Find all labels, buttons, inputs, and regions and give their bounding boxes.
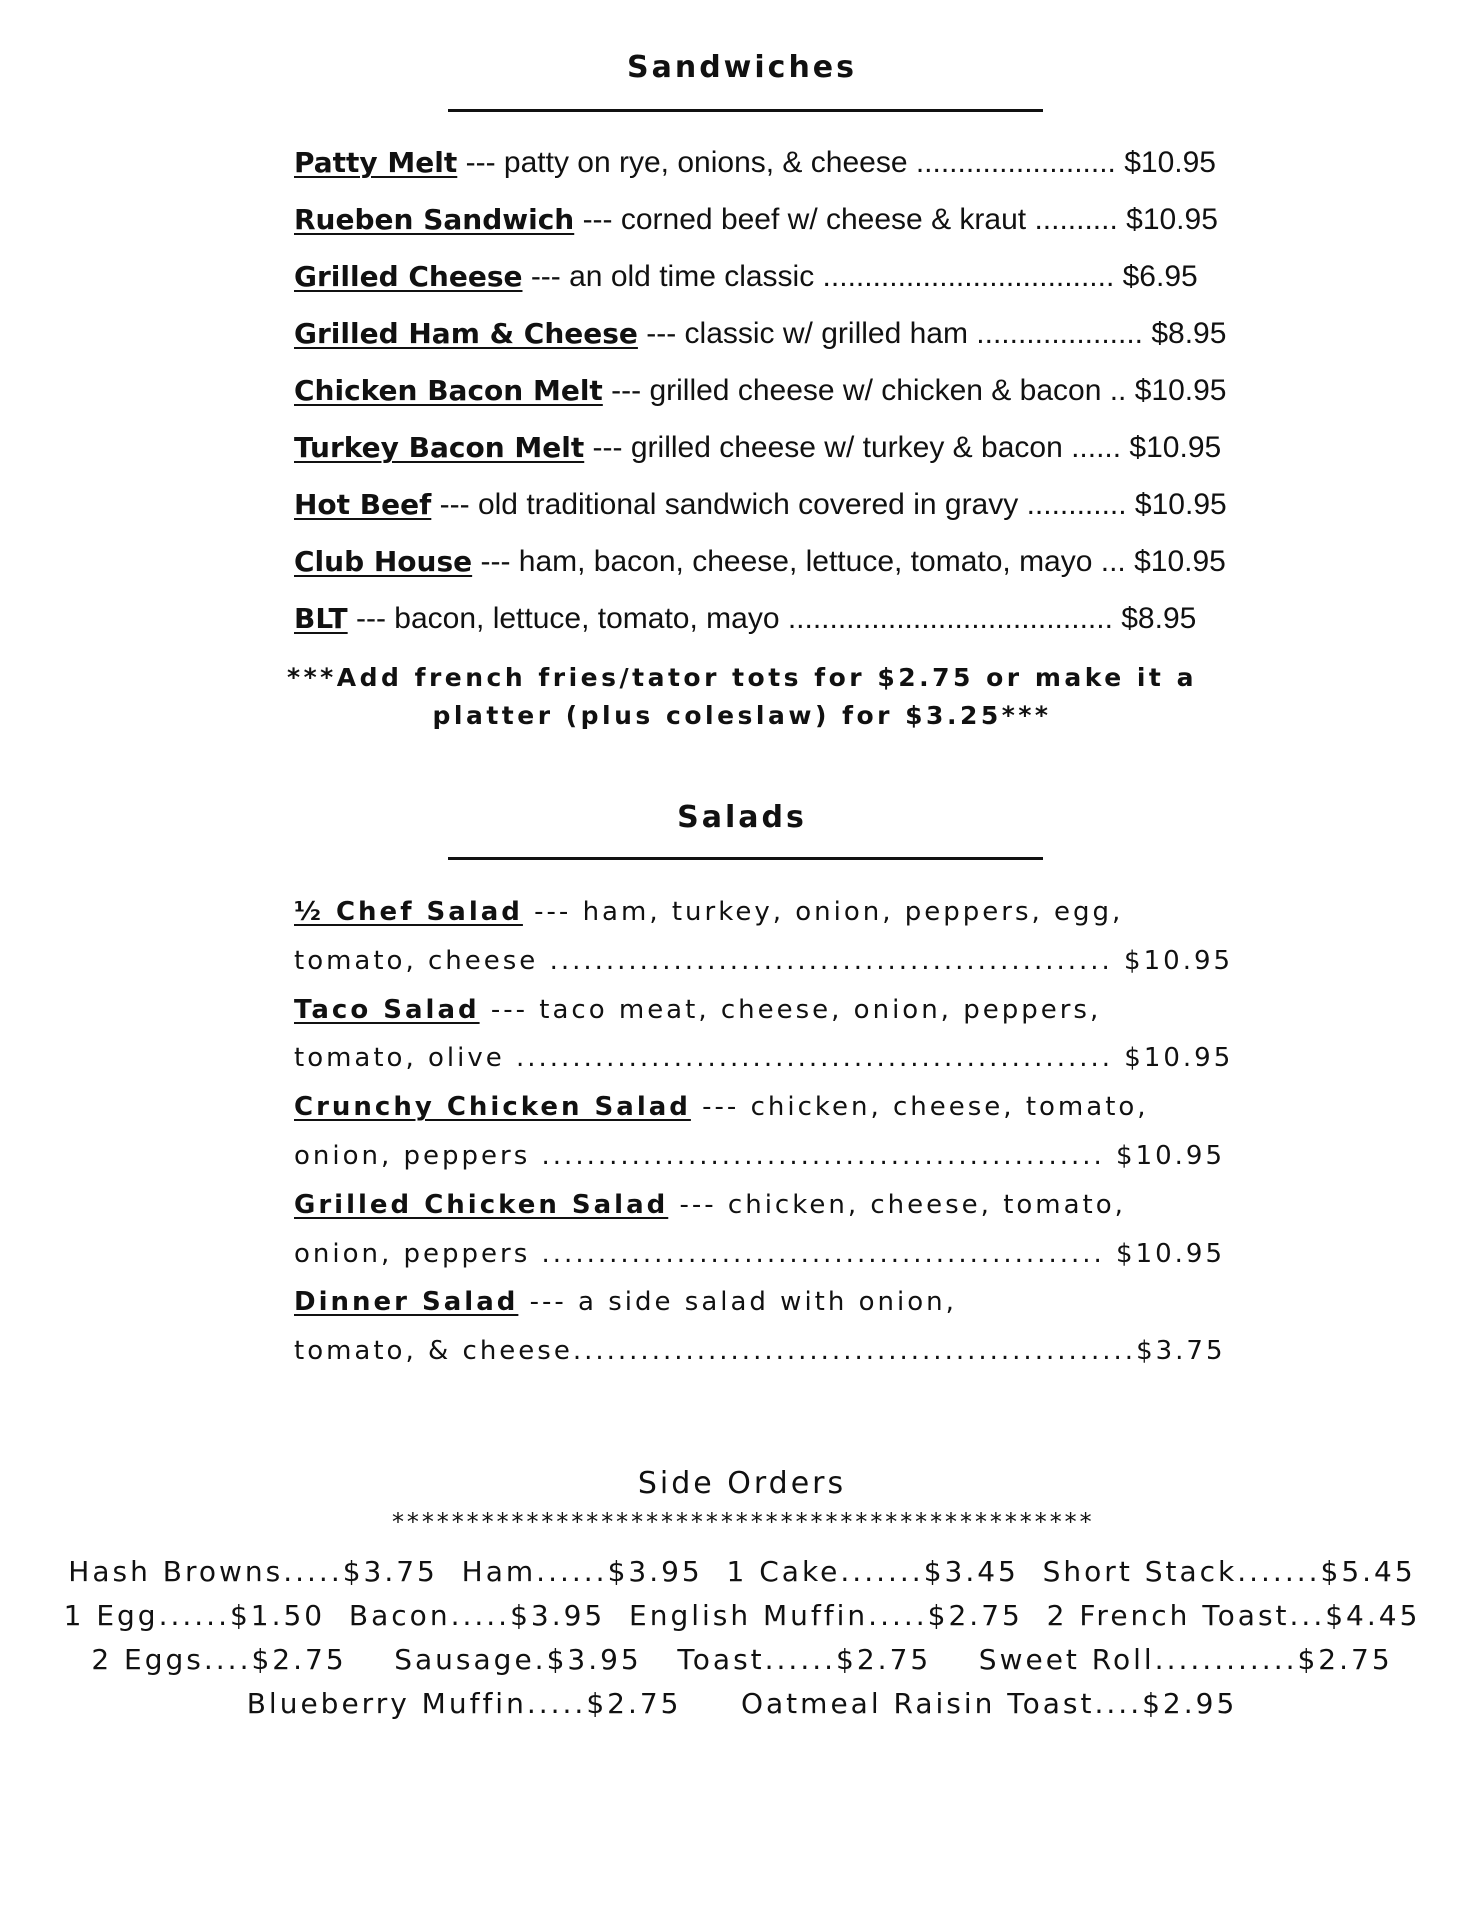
side-orders-row: Blueberry Muffin.....$2.75 Oatmeal Raisin Toast....$2.95	[246, 1687, 1238, 1720]
item-description: --- bacon, lettuce, tomato, mayo ....................................... $8.95	[347, 602, 1197, 635]
list-item	[294, 313, 1244, 370]
item-description: --- classic w/ grilled ham .................... $8.95	[637, 317, 1227, 350]
list-item	[294, 199, 1244, 256]
item-description: --- chicken, cheese, tomato,	[690, 1092, 1149, 1123]
note-line-1: ***Add french fries/tator tots for $2.75 or make it a	[287, 663, 1197, 692]
side-orders-list	[0, 1550, 1484, 1726]
item-description-price: tomato, & cheese..................................................$3.75	[294, 1336, 1226, 1367]
item-description: --- old traditional sandwich covered in gravy ............ $10.95	[431, 488, 1227, 521]
list-item	[294, 1181, 1244, 1279]
item-description-price: tomato, olive ..................................................... $10.95	[294, 1043, 1234, 1074]
item-description: --- a side salad with onion,	[518, 1287, 957, 1318]
item-name: Crunchy Chicken Salad	[294, 1092, 691, 1123]
item-description: --- an old time classic ................................... $6.95	[522, 260, 1198, 293]
salads-heading: Salads	[677, 800, 807, 835]
item-name: Rueben Sandwich	[294, 203, 575, 236]
item-name: ½ Chef Salad	[294, 897, 523, 927]
item-description-price: onion, peppers .................................................. $10.95	[294, 1140, 1225, 1171]
salad-list	[294, 888, 1244, 1376]
list-item	[294, 598, 1244, 655]
list-item	[294, 484, 1244, 541]
item-name: Turkey Bacon Melt	[294, 431, 585, 464]
sandwich-addon-note	[0, 659, 1484, 735]
item-description: --- corned beef w/ cheese & kraut .......... $10.95	[574, 203, 1218, 236]
item-name: Taco Salad	[294, 994, 480, 1025]
item-name: Dinner Salad	[294, 1287, 519, 1318]
item-description: --- patty on rye, onions, & cheese ........................ $10.95	[457, 146, 1216, 179]
list-item	[294, 888, 1244, 986]
list-item	[294, 986, 1244, 1084]
item-description: --- chicken, cheese, tomato,	[668, 1189, 1126, 1220]
item-description: --- grilled cheese w/ chicken & bacon .. $10.95	[602, 374, 1227, 407]
side-orders-row: 2 Eggs....$2.75 Sausage.$3.95 Toast......$2.75 Sweet Roll............$2.75	[91, 1643, 1393, 1676]
list-item	[294, 541, 1244, 598]
note-line-2: platter (plus coleslaw) for $3.25***	[432, 701, 1052, 730]
item-description: --- grilled cheese w/ turkey & bacon ...... $10.95	[584, 431, 1222, 464]
list-item	[294, 1083, 1244, 1181]
list-item	[294, 427, 1244, 484]
sandwiches-divider	[448, 109, 1043, 112]
sandwich-list	[294, 142, 1244, 655]
item-name: Hot Beef	[294, 488, 432, 521]
list-item	[294, 256, 1244, 313]
item-name: Grilled Cheese	[294, 260, 523, 293]
item-name: Patty Melt	[294, 146, 458, 179]
side-orders-heading: Side Orders	[637, 1466, 847, 1501]
side-orders-row: 1 Egg......$1.50 Bacon.....$3.95 English Muffin.....$2.75 2 French Toast...$4.45	[63, 1599, 1421, 1632]
list-item	[294, 1278, 1244, 1376]
item-name: Grilled Chicken Salad	[294, 1189, 669, 1220]
sandwiches-heading: Sandwiches	[626, 50, 858, 85]
item-name: Club House	[294, 545, 473, 578]
side-orders-row: Hash Browns.....$3.75 Ham......$3.95 1 Cake.......$3.45 Short Stack.......$5.45	[68, 1555, 1416, 1588]
item-name: Chicken Bacon Melt	[294, 374, 603, 407]
item-description: --- ham, bacon, cheese, lettuce, tomato, mayo ... $10.95	[472, 545, 1226, 578]
item-name: BLT	[294, 602, 348, 635]
list-item	[294, 370, 1244, 427]
item-description: --- ham, turkey, onion, peppers, egg,	[522, 897, 1124, 927]
list-item	[294, 142, 1244, 199]
item-description: --- taco meat, cheese, onion, peppers,	[479, 994, 1102, 1025]
star-divider: ***********************************************	[390, 1508, 1094, 1536]
item-description-price: onion, peppers .................................................. $10.95	[294, 1238, 1225, 1269]
item-description-price: tomato, cheese .................................................. $10.95	[294, 945, 1234, 976]
salads-divider	[448, 857, 1043, 860]
item-name: Grilled Ham & Cheese	[294, 317, 638, 350]
